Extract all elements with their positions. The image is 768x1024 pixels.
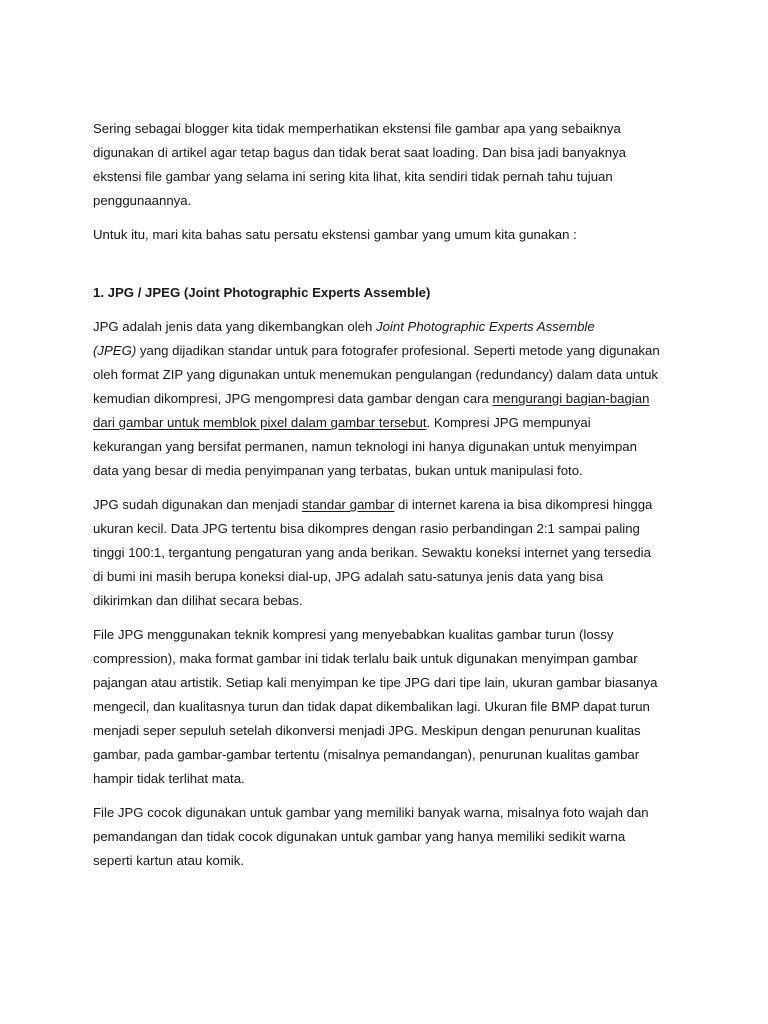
text-segment: JPG sudah digunakan dan menjadi [93,497,302,512]
text-line [93,315,683,339]
text-line: ekstensi file gambar yang selama ini sering kita lihat, kita sendiri tidak pernah tahu tujuan [93,169,613,184]
text-segment: . Kompresi JPG mempunyai [426,415,591,430]
intro-paragraph-2 [93,223,683,247]
text-line [93,387,683,411]
text-line [93,411,683,435]
text-line: compression), maka format gambar ini tidak terlalu baik untuk digunakan menyimpan gambar [93,651,638,666]
jpg-paragraph-1 [93,315,683,483]
text-line: oleh format ZIP yang digunakan untuk menemukan pengulangan (redundancy) dalam data untuk [93,367,658,382]
text-line: data yang besar di media penyimpanan yang terbatas, bukan untuk manipulasi foto. [93,463,583,478]
text-line: mengecil, dan kualitasnya turun dan tidak dapat dikembalikan lagi. Ukuran file BMP dapat turun [93,699,650,714]
document-page [93,117,683,873]
text-line: menjadi seper sepuluh setelah dikonversi menjadi JPG. Meskipun dengan penurunan kualitas [93,723,641,738]
text-line [93,493,683,517]
jpg-paragraph-3 [93,623,683,791]
italic-term: Joint Photographic Experts Assemble [376,319,595,334]
text-line: File JPG cocok digunakan untuk gambar yang memiliki banyak warna, misalnya foto wajah dan [93,805,649,820]
text-line: kekurangan yang bersifat permanen, namun teknologi ini hanya digunakan untuk menyimpan [93,439,637,454]
text-line: penggunaannya. [93,193,192,208]
text-segment: JPG adalah jenis data yang dikembangkan oleh [93,319,376,334]
text-line: di bumi ini masih berupa koneksi dial-up, JPG adalah satu-satunya jenis data yang bisa [93,569,604,584]
text-line: Untuk itu, mari kita bahas satu persatu ekstensi gambar yang umum kita gunakan : [93,227,577,242]
jpg-paragraph-4 [93,801,683,873]
jpg-paragraph-2 [93,493,683,613]
text-line: File JPG menggunakan teknik kompresi yang menyebabkan kualitas gambar turun (lossy [93,627,614,642]
text-line: pajangan atau artistik. Setiap kali menyimpan ke tipe JPG dari tipe lain, ukuran gambar biasanya [93,675,658,690]
text-line: ukuran kecil. Data JPG tertentu bisa dikompres dengan rasio perbandingan 2:1 sampai paling [93,521,640,536]
text-line: pemandangan dan tidak cocok digunakan untuk gambar yang hanya memiliki sedikit warna [93,829,626,844]
text-segment: yang dijadikan standar untuk para fotografer profesional. Seperti metode yang digunakan [136,343,660,358]
text-line [93,339,683,363]
section-heading-jpg: 1. JPG / JPEG (Joint Photographic Experts Assemble) [93,285,431,300]
hyperlink-standar-gambar[interactable]: standar gambar [301,497,395,512]
hyperlink-mengurangi[interactable]: mengurangi bagian-bagian [492,391,650,406]
text-line: dikirimkan dan dilihat secara bebas. [93,593,303,608]
text-line: hampir tidak terlihat mata. [93,771,245,786]
text-line: digunakan di artikel agar tetap bagus dan tidak berat saat loading. Dan bisa jadi banyaknya [93,145,626,160]
text-line: Sering sebagai blogger kita tidak memperhatikan ekstensi file gambar apa yang sebaiknya [93,121,621,136]
intro-paragraph-1 [93,117,683,213]
text-segment: di internet karena ia bisa dikompresi hingga [394,497,653,512]
text-line: tinggi 100:1, tergantung pengaturan yang anda berikan. Sewaktu koneksi internet yang tersedia [93,545,651,560]
italic-term: (JPEG) [93,343,137,358]
text-segment: kemudian dikompresi, JPG mengompresi data gambar dengan cara [93,391,493,406]
text-line: gambar, pada gambar-gambar tertentu (misalnya pemandangan), penurunan kualitas gambar [93,747,640,762]
text-line: seperti kartun atau komik. [93,853,244,868]
hyperlink-mengurangi-cont[interactable]: dari gambar untuk memblok pixel dalam gambar tersebut [93,415,427,430]
